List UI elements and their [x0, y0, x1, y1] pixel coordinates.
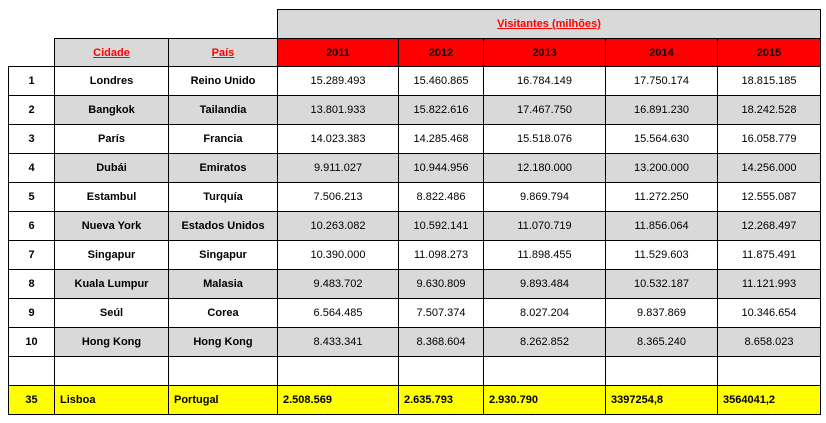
value-cell: 11.856.064: [606, 212, 718, 241]
value-cell: 18.815.185: [718, 67, 821, 96]
rank-cell: 35: [9, 386, 55, 415]
city-cell: París: [55, 125, 169, 154]
country-header: País: [169, 39, 278, 67]
table-row: [9, 270, 821, 299]
value-cell: 8.433.341: [278, 328, 399, 357]
table-row: [9, 212, 821, 241]
country-cell: Corea: [169, 299, 278, 328]
table-row: [9, 241, 821, 270]
value-cell: 11.121.993: [718, 270, 821, 299]
rank-cell: 1: [9, 67, 55, 96]
table-row: [9, 125, 821, 154]
rank-cell: 9: [9, 299, 55, 328]
city-cell: Estambul: [55, 183, 169, 212]
value-cell: 11.875.491: [718, 241, 821, 270]
value-cell: 15.289.493: [278, 67, 399, 96]
empty-cell: [278, 357, 399, 386]
value-cell: 17.750.174: [606, 67, 718, 96]
value-cell: 13.200.000: [606, 154, 718, 183]
city-cell: Londres: [55, 67, 169, 96]
city-cell: Kuala Lumpur: [55, 270, 169, 299]
table-row: [9, 183, 821, 212]
table-row: [9, 299, 821, 328]
rank-cell: 8: [9, 270, 55, 299]
city-cell: Nueva York: [55, 212, 169, 241]
year-header: 2012: [399, 39, 484, 67]
year-header: 2011: [278, 39, 399, 67]
rank-cell: 4: [9, 154, 55, 183]
value-cell: 18.242.528: [718, 96, 821, 125]
lisbon-row: [9, 386, 821, 415]
year-header: 2014: [606, 39, 718, 67]
value-cell: 14.023.383: [278, 125, 399, 154]
value-cell: 8.368.604: [399, 328, 484, 357]
city-cell: Hong Kong: [55, 328, 169, 357]
country-cell: Hong Kong: [169, 328, 278, 357]
value-cell: 10.263.082: [278, 212, 399, 241]
empty-cell: [484, 357, 606, 386]
city-header: Cidade: [55, 39, 169, 67]
country-cell: Estados Unidos: [169, 212, 278, 241]
value-cell: 10.592.141: [399, 212, 484, 241]
country-cell: Turquía: [169, 183, 278, 212]
empty-cell: [399, 357, 484, 386]
rank-cell: 3: [9, 125, 55, 154]
value-cell: 3397254,8: [606, 386, 718, 415]
value-cell: 16.058.779: [718, 125, 821, 154]
value-cell: 8.027.204: [484, 299, 606, 328]
blank-cell: [169, 10, 278, 39]
city-cell: Seúl: [55, 299, 169, 328]
value-cell: 16.891.230: [606, 96, 718, 125]
rank-cell: 6: [9, 212, 55, 241]
country-cell: Emiratos: [169, 154, 278, 183]
value-cell: 7.507.374: [399, 299, 484, 328]
value-cell: 16.784.149: [484, 67, 606, 96]
country-cell: Tailandia: [169, 96, 278, 125]
value-cell: 3564041,2: [718, 386, 821, 415]
value-cell: 8.658.023: [718, 328, 821, 357]
value-cell: 9.911.027: [278, 154, 399, 183]
value-cell: 17.467.750: [484, 96, 606, 125]
visitors-header: Visitantes (milhões): [278, 10, 821, 39]
value-cell: 9.483.702: [278, 270, 399, 299]
city-cell: Dubái: [55, 154, 169, 183]
value-cell: 9.869.794: [484, 183, 606, 212]
value-cell: 10.346.654: [718, 299, 821, 328]
value-cell: 14.256.000: [718, 154, 821, 183]
rank-cell: 7: [9, 241, 55, 270]
rank-cell: 10: [9, 328, 55, 357]
value-cell: 12.555.087: [718, 183, 821, 212]
country-cell: Francia: [169, 125, 278, 154]
value-cell: 2.508.569: [278, 386, 399, 415]
value-cell: 2.635.793: [399, 386, 484, 415]
value-cell: 8.365.240: [606, 328, 718, 357]
blank-cell: [9, 39, 55, 67]
value-cell: 12.180.000: [484, 154, 606, 183]
rank-cell: 5: [9, 183, 55, 212]
blank-cell: [55, 10, 169, 39]
value-cell: 9.893.484: [484, 270, 606, 299]
value-cell: 13.801.933: [278, 96, 399, 125]
empty-cell: [9, 357, 55, 386]
value-cell: 8.822.486: [399, 183, 484, 212]
year-header: 2015: [718, 39, 821, 67]
country-cell: Malasia: [169, 270, 278, 299]
header-row-top: [9, 10, 821, 39]
value-cell: 10.390.000: [278, 241, 399, 270]
value-cell: 15.822.616: [399, 96, 484, 125]
value-cell: 15.518.076: [484, 125, 606, 154]
value-cell: 10.532.187: [606, 270, 718, 299]
country-cell: Singapur: [169, 241, 278, 270]
country-cell: Portugal: [169, 386, 278, 415]
value-cell: 6.564.485: [278, 299, 399, 328]
table-row: [9, 67, 821, 96]
value-cell: 10.944.956: [399, 154, 484, 183]
city-cell: Lisboa: [55, 386, 169, 415]
table-row: [9, 96, 821, 125]
empty-cell: [718, 357, 821, 386]
value-cell: 11.098.273: [399, 241, 484, 270]
value-cell: 8.262.852: [484, 328, 606, 357]
value-cell: 15.564.630: [606, 125, 718, 154]
table-row: [9, 328, 821, 357]
rank-cell: 2: [9, 96, 55, 125]
value-cell: 11.529.603: [606, 241, 718, 270]
header-row: [9, 39, 821, 67]
value-cell: 9.630.809: [399, 270, 484, 299]
value-cell: 14.285.468: [399, 125, 484, 154]
city-cell: Bangkok: [55, 96, 169, 125]
value-cell: 2.930.790: [484, 386, 606, 415]
value-cell: 9.837.869: [606, 299, 718, 328]
value-cell: 11.898.455: [484, 241, 606, 270]
value-cell: 12.268.497: [718, 212, 821, 241]
empty-cell: [169, 357, 278, 386]
empty-cell: [55, 357, 169, 386]
country-cell: Reino Unido: [169, 67, 278, 96]
empty-row: [9, 357, 821, 386]
table-row: [9, 154, 821, 183]
year-header: 2013: [484, 39, 606, 67]
empty-cell: [606, 357, 718, 386]
value-cell: 11.070.719: [484, 212, 606, 241]
value-cell: 15.460.865: [399, 67, 484, 96]
blank-cell: [9, 10, 55, 39]
city-cell: Singapur: [55, 241, 169, 270]
value-cell: 11.272.250: [606, 183, 718, 212]
visitors-table: [8, 9, 821, 415]
value-cell: 7.506.213: [278, 183, 399, 212]
